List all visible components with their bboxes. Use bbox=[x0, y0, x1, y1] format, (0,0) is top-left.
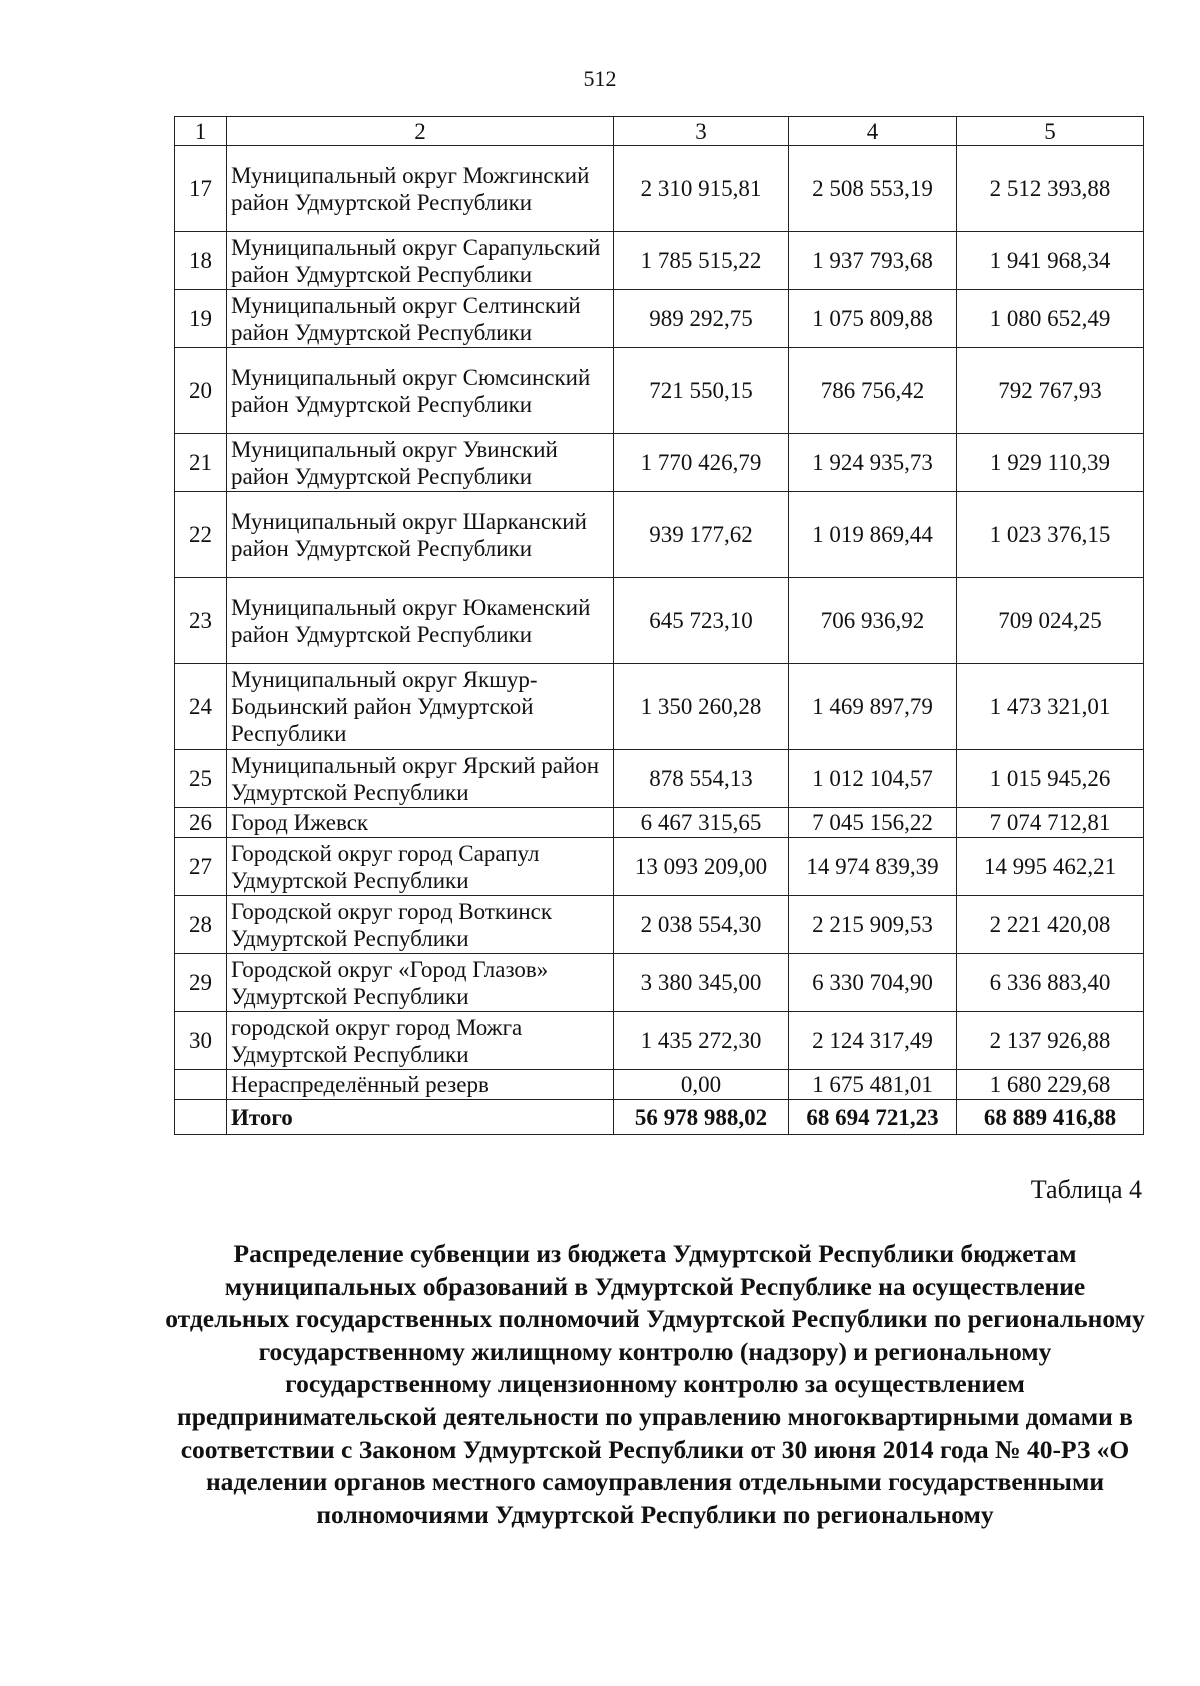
table-row bbox=[175, 434, 1144, 492]
municipality-name: Муниципальный округ Увинский район Удмуртской Республики bbox=[227, 434, 614, 492]
amount-col5: 1 080 652,49 bbox=[957, 290, 1144, 348]
amount-col5: 1 473 321,01 bbox=[957, 664, 1144, 750]
municipality-name: Муниципальный округ Якшур-Бодьинский район Удмуртской Республики bbox=[227, 664, 614, 750]
budget-table bbox=[174, 116, 1144, 1135]
page-number: 512 bbox=[583, 66, 617, 91]
row-number: 20 bbox=[175, 348, 227, 434]
section-heading: Распределение субвенции из бюджета Удмуртской Республики бюджетам муниципальных образований в Удмуртской Республике на осуществление отдельных государственных полномочий Удмуртской Республики по региональному государственному жилищному контролю (надзору) и региональному государственному лицензионному контролю за осуществлением предпринимательской деятельности по управлению многоквартирными домами в соответствии с Законом Удмуртской Республики от 30 июня 2014 года № 40-РЗ «О наделении органов местного самоуправления отдельными государственными полномочиями Удмуртской Республики по региональному bbox=[165, 1239, 1145, 1529]
row-number: 21 bbox=[175, 434, 227, 492]
amount-col3: 939 177,62 bbox=[614, 492, 789, 578]
row-number: 18 bbox=[175, 232, 227, 290]
municipality-name: Муниципальный округ Сарапульский район Удмуртской Республики bbox=[227, 232, 614, 290]
amount-col3: 878 554,13 bbox=[614, 750, 789, 808]
amount-col4: 2 124 317,49 bbox=[789, 1012, 957, 1070]
amount-col4: 1 675 481,01 bbox=[789, 1070, 957, 1100]
municipality-name: Муниципальный округ Ярский район Удмуртской Республики bbox=[227, 750, 614, 808]
amount-col5: 1 015 945,26 bbox=[957, 750, 1144, 808]
table-row bbox=[175, 664, 1144, 750]
amount-col4: 1 019 869,44 bbox=[789, 492, 957, 578]
total-col5: 68 889 416,88 bbox=[957, 1100, 1144, 1135]
municipality-name: Городской округ город Сарапул Удмуртской Республики bbox=[227, 838, 614, 896]
amount-col3: 1 350 260,28 bbox=[614, 664, 789, 750]
amount-col4: 786 756,42 bbox=[789, 348, 957, 434]
table-header-row bbox=[175, 117, 1144, 146]
municipality-name: Муниципальный округ Юкаменский район Удмуртской Республики bbox=[227, 578, 614, 664]
amount-col4: 14 974 839,39 bbox=[789, 838, 957, 896]
municipality-name: Городской округ город Воткинск Удмуртской Республики bbox=[227, 896, 614, 954]
amount-col5: 2 221 420,08 bbox=[957, 896, 1144, 954]
amount-col4: 6 330 704,90 bbox=[789, 954, 957, 1012]
amount-col4: 2 508 553,19 bbox=[789, 146, 957, 232]
municipality-name: Город Ижевск bbox=[227, 808, 614, 838]
reserve-label: Нераспределённый резерв bbox=[227, 1070, 614, 1100]
table-row bbox=[175, 232, 1144, 290]
amount-col5: 14 995 462,21 bbox=[957, 838, 1144, 896]
amount-col4: 7 045 156,22 bbox=[789, 808, 957, 838]
municipality-name: Муниципальный округ Сюмсинский район Удмуртской Республики bbox=[227, 348, 614, 434]
row-number: 22 bbox=[175, 492, 227, 578]
amount-col3: 989 292,75 bbox=[614, 290, 789, 348]
row-number: 29 bbox=[175, 954, 227, 1012]
municipality-name: Городской округ «Город Глазов» Удмуртской Республики bbox=[227, 954, 614, 1012]
table-row bbox=[175, 290, 1144, 348]
amount-col3: 3 380 345,00 bbox=[614, 954, 789, 1012]
amount-col3: 13 093 209,00 bbox=[614, 838, 789, 896]
amount-col4: 1 469 897,79 bbox=[789, 664, 957, 750]
municipality-name: Муниципальный округ Можгинский район Удмуртской Республики bbox=[227, 146, 614, 232]
amount-col3: 1 435 272,30 bbox=[614, 1012, 789, 1070]
table-row bbox=[175, 348, 1144, 434]
table-row bbox=[175, 492, 1144, 578]
amount-col4: 1 012 104,57 bbox=[789, 750, 957, 808]
amount-col5: 1 023 376,15 bbox=[957, 492, 1144, 578]
amount-col3: 0,00 bbox=[614, 1070, 789, 1100]
municipality-name: Муниципальный округ Шарканский район Удмуртской Республики bbox=[227, 492, 614, 578]
amount-col5: 1 929 110,39 bbox=[957, 434, 1144, 492]
amount-col5: 1 680 229,68 bbox=[957, 1070, 1144, 1100]
table-label: Таблица 4 bbox=[1030, 1175, 1142, 1204]
row-number: 28 bbox=[175, 896, 227, 954]
amount-col4: 2 215 909,53 bbox=[789, 896, 957, 954]
amount-col5: 792 767,93 bbox=[957, 348, 1144, 434]
row-number: 27 bbox=[175, 838, 227, 896]
row-number bbox=[175, 1070, 227, 1100]
amount-col3: 6 467 315,65 bbox=[614, 808, 789, 838]
total-col3: 56 978 988,02 bbox=[614, 1100, 789, 1135]
table-row bbox=[175, 750, 1144, 808]
amount-col3: 721 550,15 bbox=[614, 348, 789, 434]
column-header: 2 bbox=[227, 117, 614, 146]
amount-col4: 706 936,92 bbox=[789, 578, 957, 664]
row-number: 19 bbox=[175, 290, 227, 348]
table-row bbox=[175, 954, 1144, 1012]
table-row bbox=[175, 1070, 1144, 1100]
amount-col5: 2 512 393,88 bbox=[957, 146, 1144, 232]
table-row bbox=[175, 1012, 1144, 1070]
amount-col4: 1 075 809,88 bbox=[789, 290, 957, 348]
total-label: Итого bbox=[227, 1100, 614, 1135]
table-row bbox=[175, 808, 1144, 838]
municipality-name: Муниципальный округ Селтинский район Удмуртской Республики bbox=[227, 290, 614, 348]
amount-col5: 6 336 883,40 bbox=[957, 954, 1144, 1012]
amount-col3: 1 770 426,79 bbox=[614, 434, 789, 492]
row-number: 26 bbox=[175, 808, 227, 838]
row-number bbox=[175, 1100, 227, 1135]
amount-col4: 1 924 935,73 bbox=[789, 434, 957, 492]
municipality-name: городской округ город Можга Удмуртской Республики bbox=[227, 1012, 614, 1070]
amount-col5: 1 941 968,34 bbox=[957, 232, 1144, 290]
row-number: 23 bbox=[175, 578, 227, 664]
total-row bbox=[175, 1100, 1144, 1135]
amount-col4: 1 937 793,68 bbox=[789, 232, 957, 290]
amount-col3: 2 038 554,30 bbox=[614, 896, 789, 954]
amount-col3: 1 785 515,22 bbox=[614, 232, 789, 290]
table-row bbox=[175, 578, 1144, 664]
row-number: 30 bbox=[175, 1012, 227, 1070]
column-header: 1 bbox=[175, 117, 227, 146]
amount-col5: 709 024,25 bbox=[957, 578, 1144, 664]
row-number: 25 bbox=[175, 750, 227, 808]
row-number: 17 bbox=[175, 146, 227, 232]
column-header: 5 bbox=[957, 117, 1144, 146]
amount-col5: 7 074 712,81 bbox=[957, 808, 1144, 838]
table-row bbox=[175, 146, 1144, 232]
table-row bbox=[175, 838, 1144, 896]
column-header: 3 bbox=[614, 117, 789, 146]
column-header: 4 bbox=[789, 117, 957, 146]
row-number: 24 bbox=[175, 664, 227, 750]
total-col4: 68 694 721,23 bbox=[789, 1100, 957, 1135]
amount-col5: 2 137 926,88 bbox=[957, 1012, 1144, 1070]
amount-col3: 645 723,10 bbox=[614, 578, 789, 664]
table-row bbox=[175, 896, 1144, 954]
amount-col3: 2 310 915,81 bbox=[614, 146, 789, 232]
